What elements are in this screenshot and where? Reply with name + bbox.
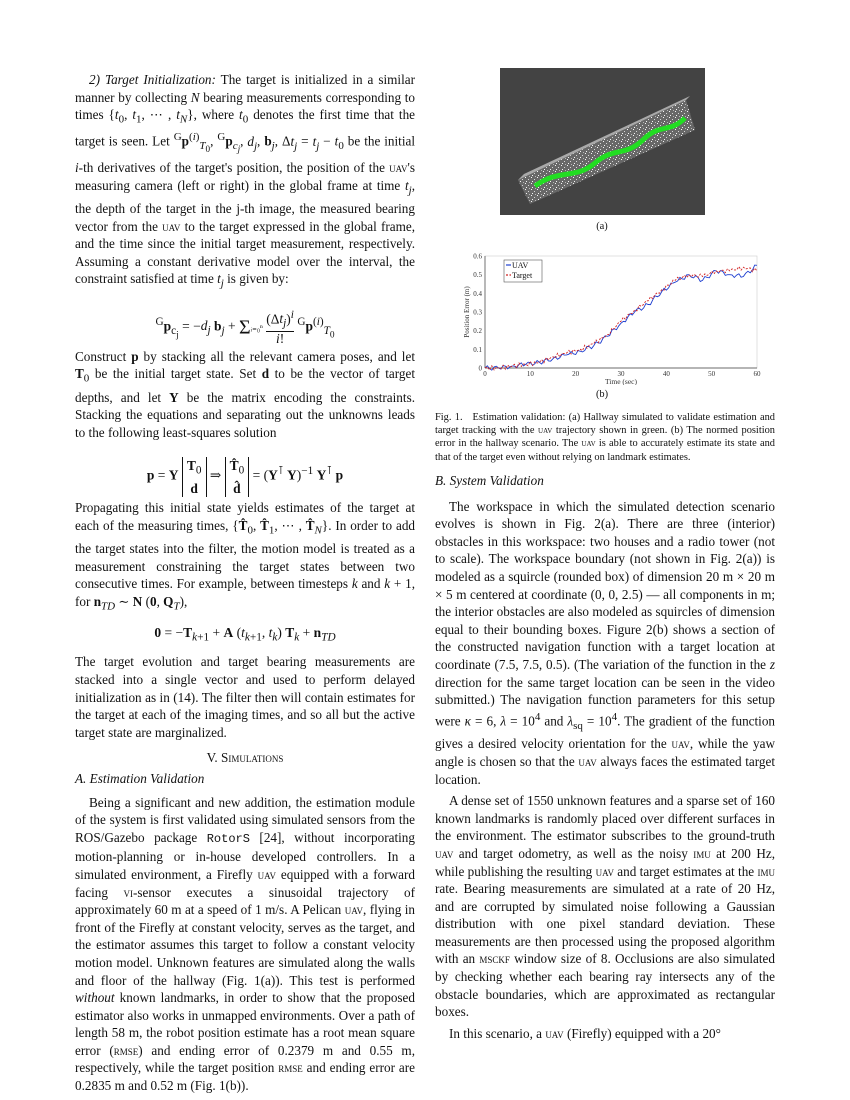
paragraph-propagation: Propagating this initial state yields estimates of the target at each of the measuring times, {$T̂_0$, $T̂_1$, ⋯ , $T̂_N$}. In order to add the target states into the filter, the motion model is treated as a measurement constraining the target states between two consecutive times. For example, between timesteps k and k + 1, for $n_{TD}$ ∼ N (0, $Q_T$), [75, 500, 416, 613]
legend-label-target: Target [512, 271, 533, 280]
x-tick-label: 50 [708, 370, 716, 378]
paragraph-workspace: The workspace in which the simulated detection scenario evolves is shown in Fig. 2(a). There are three (interior) obstacles in this workspace: two houses and a radio tower (not to scale). The workspace boundary (not shown in Fig. 2(a)) is modeled as a squircle (rounded box) of dimension 20 m × 20 m × 5 m centered at coordinate (0, 0, 2.5) — all components in m; the interior obstacles are also modeled as squircles of dimension equal to their bounding boxes. Figure 2(b) shows a section of the constructed navigation function with a target location at coordinate (7.5, 7.5, 0.5). (The variation of the function in the z direction for the same target location can be seen in the video submitted.) The navigation function parameters for this setup were κ = 6, $\lambda = 10^4$ and $\lambda_{sq} = 10^4$. The gradient of the function gives a desired velocity orientation for the uav, while the yaw angle is chosen so that the uav always faces the estimated target location. [435, 498, 776, 787]
left-column [75, 71, 415, 1095]
right-column [435, 472, 775, 1042]
paragraph-stacking: Construct p by stacking all the relevant camera poses, and let $T_0$ be the initial target state. Set d to be the vector of target depths, and let Y be the matrix encoding the constraints. Stacking the equations and separating out the unknowns leads to the following least-squares solution [75, 348, 415, 440]
hallway-render [500, 68, 705, 215]
x-tick-label: 10 [526, 370, 534, 378]
x-tick-label: 60 [753, 370, 761, 378]
y-tick-label: 0 [478, 364, 482, 373]
paragraph-target-init: 2) Target Initialization: The target is initialized in a similar manner by collecting N bearing measurements corresponding to times {$t_0$, $t_1$, ⋯ , $t_N$}, where $t_0$ denotes the first time that the target is seen. Let $^Gp^{(i)}_{T_0}$, $^Gp_{c_j}$, $d_j$, $b_j$, $\Delta t_j = t_j - t_0$ be the initial i-th derivatives of the target's position, the position of the uav's measuring camera (left or right) in the global frame at time $t_j$, the depth of the target in the j-th image, the measured bearing vector from the uav to the target expressed in the global frame, and the time since the initial target measurement, respectively. Assuming a constant derivative model over the interval, the constraint satisfied at time $t_j$ is given by: [75, 72, 416, 291]
y-tick-label: 0.6 [473, 252, 482, 261]
subsubsection-heading: 2) Target Initialization: [89, 72, 216, 87]
y-tick-label: 0.3 [473, 308, 482, 317]
figure-1b-plot [460, 250, 770, 385]
paragraph-estimation-validation: Being a significant and new addition, the estimation module of the system is first validated using simulated sensors from the ROS/Gazebo package RotorS [24], without incorporating motion-planning or in-house developed controllers. In a simulated environment, a Firefly uav equipped with a forward facing vi-sensor executes a sinusoidal trajectory of approximately 60 m at a speed of 1 m/s. A Pelican uav, flying in front of the Firefly at constant velocity, serves as the target, and the estimator assumes this target to follow a constant velocity motion model. Unknown features are simulated along the walls and floor of the hallway (Fig. 1(a)). This test is performed without known landmarks, in order to show that the proposed estimator also works in unmapped environments. Over a path of length 58 m, the robot position estimate has a root mean square error (rmse) and ending error of 0.2379 m and 0.55 m, respectively, while the target position rmse and ending error are 0.2835 m and 0.52 m (Fig. 1(b)). [75, 794, 415, 1094]
y-tick-label: 0.4 [473, 289, 482, 298]
equation-motion-model: $0 = -T_{k+1} + A$ ($t_{k+1}$, $t_k$) $T_k + n_{TD}$ [154, 625, 336, 644]
paragraph-evolution: The target evolution and target bearing measurements are stacked into a single vector and used to perform delayed initialization as in (14). The filter then will contain estimates for the target at each of the imaging times, and so all but the active target state are marginalized. [75, 654, 415, 740]
position-error-chart [460, 250, 770, 385]
x-tick-label: 40 [662, 370, 670, 378]
equation-least-squares: p = Y $T_0$ d ⇒ $T̂_0$ d̂ = (Y⊺ Y)$^{-1}$ Y⊺ p [146, 457, 344, 496]
figure-1b-label: (b) [595, 389, 609, 400]
paragraph-features: A dense set of 1550 unknown features and a sparse set of 160 known landmarks is randomly placed over different surfaces in the environment. The estimator subscribes to the ground-truth uav and target odometry, as well as the noisy imu at 200 Hz, while publishing the resulting uav and target estimates at the imu rate. Bearing measurements are simulated at a rate of 20 Hz, and are corrupted by simulated noise following a Gaussian distribution with one pixel standard deviation. These measurements are then processed using the proposed algorithm with an msckf window size of 8. Occlusions are also simulated by checking whether each bearing ray intersects any of the obstacle boundaries, which are approximated as rectangular boxes. [435, 793, 776, 1020]
subsection-heading-system: B. System Validation [435, 473, 544, 488]
x-tick-label: 20 [572, 370, 580, 378]
paragraph-scenario: In this scenario, a uav (Firefly) equipped with a 20° [449, 1025, 721, 1041]
y-tick-label: 0.5 [473, 271, 482, 280]
y-tick-label: 0.1 [473, 345, 482, 354]
legend-label-uav: UAV [512, 261, 529, 270]
subsection-heading-estimation: A. Estimation Validation [75, 770, 205, 786]
y-axis-label: Position Error (m) [463, 286, 471, 338]
figure-1-caption: Fig. 1. Estimation validation: (a) Hallway simulated to validate estimation and target tracking with the uav trajectory shown in green. (b) The normed position error in the hallway scenario. The uav is able to accurately estimate its state and that of the target even without relying on landmark estimates. [435, 412, 775, 463]
uav-trajectory-line [535, 118, 685, 186]
section-heading-simulations: V. Simulations [206, 750, 284, 766]
x-axis-label: Time (sec) [604, 377, 638, 385]
x-tick-label: 30 [617, 370, 625, 378]
figure-1a-label: (a) [596, 221, 608, 232]
x-tick-label: 0 [483, 370, 487, 378]
y-tick-label: 0.2 [473, 327, 482, 336]
equation-constraint: $^Gp_{c_j} = -d_j$ $b_j$ + Σᵢ₌₀ⁿ $(\Delta t_j)^i$ i! $^Gp^{(i)}_{T_0}$ [155, 308, 335, 347]
figure-1a-hallway-image [500, 68, 705, 215]
hallway-point-cloud [518, 100, 695, 204]
